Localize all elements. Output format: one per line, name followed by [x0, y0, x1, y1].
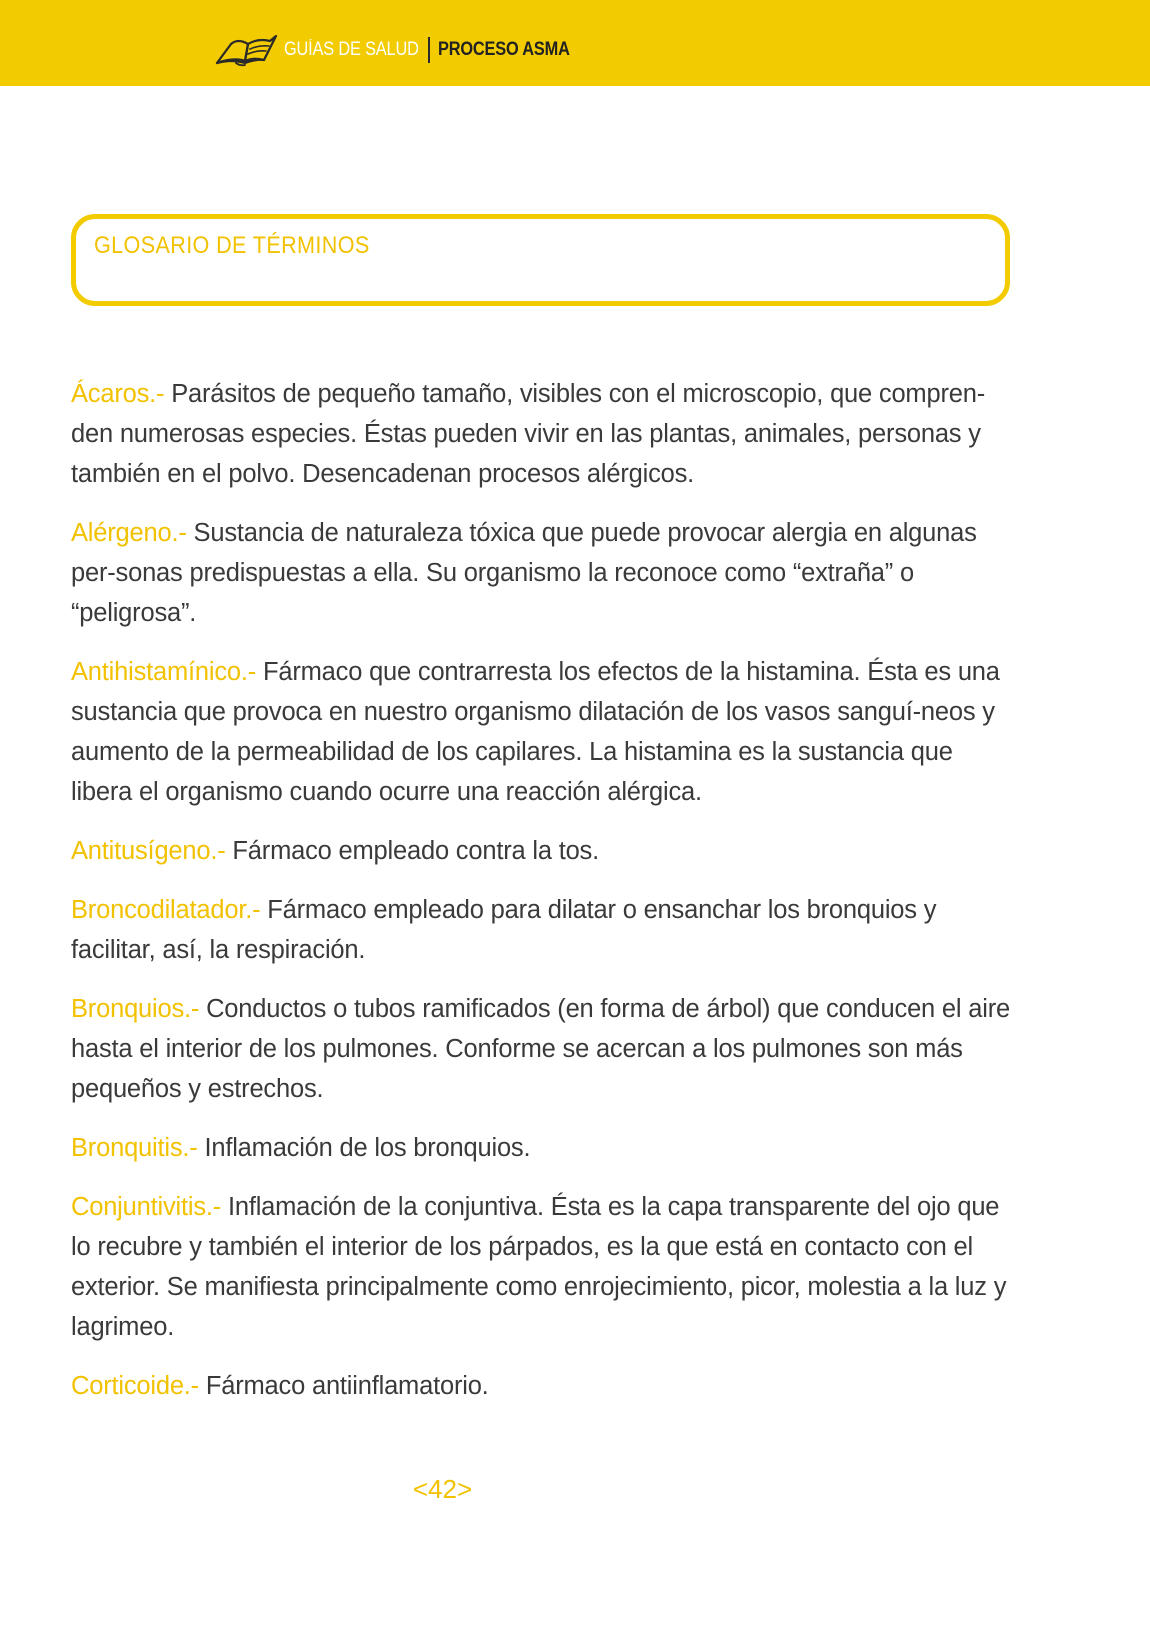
glossary-entry	[71, 831, 1017, 871]
glossary-term: Alérgeno.-	[71, 519, 187, 547]
section-title: GLOSARIO DE TÉRMINOS	[94, 232, 370, 259]
open-book-icon	[214, 32, 280, 68]
glossary-entry	[71, 652, 1017, 812]
header-series: GUÍAS DE SALUD	[284, 39, 419, 60]
glossary-entry	[71, 1128, 1017, 1168]
header-band	[0, 0, 1150, 86]
glossary-definition: Parásitos de pequeño tamaño, visibles con el microscopio, que compren-den numerosas especies. Éstas pueden vivir en las plantas, animales, personas y también en el polvo. Desencadenan procesos alérgicos.	[71, 380, 986, 488]
page-number: <42>	[412, 1474, 473, 1504]
glossary-term: Antihistamínico.-	[71, 658, 257, 686]
glossary-entry	[71, 989, 1017, 1109]
glossary-entry	[71, 1366, 1017, 1406]
glossary-term: Bronquitis.-	[71, 1134, 198, 1162]
glossary-definition: Fármaco empleado para dilatar o ensanchar los bronquios y facilitar, así, la respiración.	[71, 896, 937, 964]
glossary-definition: Fármaco que contrarresta los efectos de la histamina. Ésta es una sustancia que provoca en nuestro organismo dilatación de los vasos sanguí-neos y aumento de la permeabilidad de los capilares. La histamina es la sustancia que libera el organismo cuando ocurre una reacción alérgica.	[71, 658, 1000, 806]
glossary	[71, 374, 1017, 1425]
section-box	[71, 214, 1010, 306]
glossary-entry	[71, 513, 1017, 633]
glossary-definition: Fármaco empleado contra la tos.	[225, 837, 599, 865]
glossary-term: Broncodilatador.-	[71, 896, 261, 924]
glossary-definition: Sustancia de naturaleza tóxica que puede provocar alergia en algunas per-sonas predispuestas a ella. Su organismo la reconoce como “extraña” o “peligrosa”.	[71, 519, 977, 627]
glossary-entry	[71, 374, 1017, 494]
glossary-term: Ácaros.-	[71, 380, 165, 408]
glossary-entry	[71, 890, 1017, 970]
glossary-term: Conjuntivitis.-	[71, 1193, 222, 1221]
glossary-term: Antitusígeno.-	[71, 837, 226, 865]
header-content	[214, 33, 591, 67]
header-divider	[428, 37, 430, 63]
glossary-definition: Fármaco antiinflamatorio.	[198, 1372, 489, 1400]
glossary-definition: Inflamación de los bronquios.	[197, 1134, 531, 1162]
glossary-definition: Conductos o tubos ramificados (en forma de árbol) que conducen el aire hasta el interior de los pulmones. Conforme se acercan a los pulmones son más pequeños y estrechos.	[71, 995, 1010, 1103]
glossary-term: Corticoide.-	[71, 1372, 199, 1400]
glossary-entry	[71, 1187, 1017, 1347]
glossary-definition: Inflamación de la conjuntiva. Ésta es la capa transparente del ojo que lo recubre y también el interior de los párpados, es la que está en contacto con el exterior. Se manifiesta principalmente como enrojecimiento, picor, molestia a la luz y lagrimeo.	[71, 1193, 1007, 1341]
glossary-term: Bronquios.-	[71, 995, 200, 1023]
header-title: PROCESO ASMA	[437, 39, 570, 60]
